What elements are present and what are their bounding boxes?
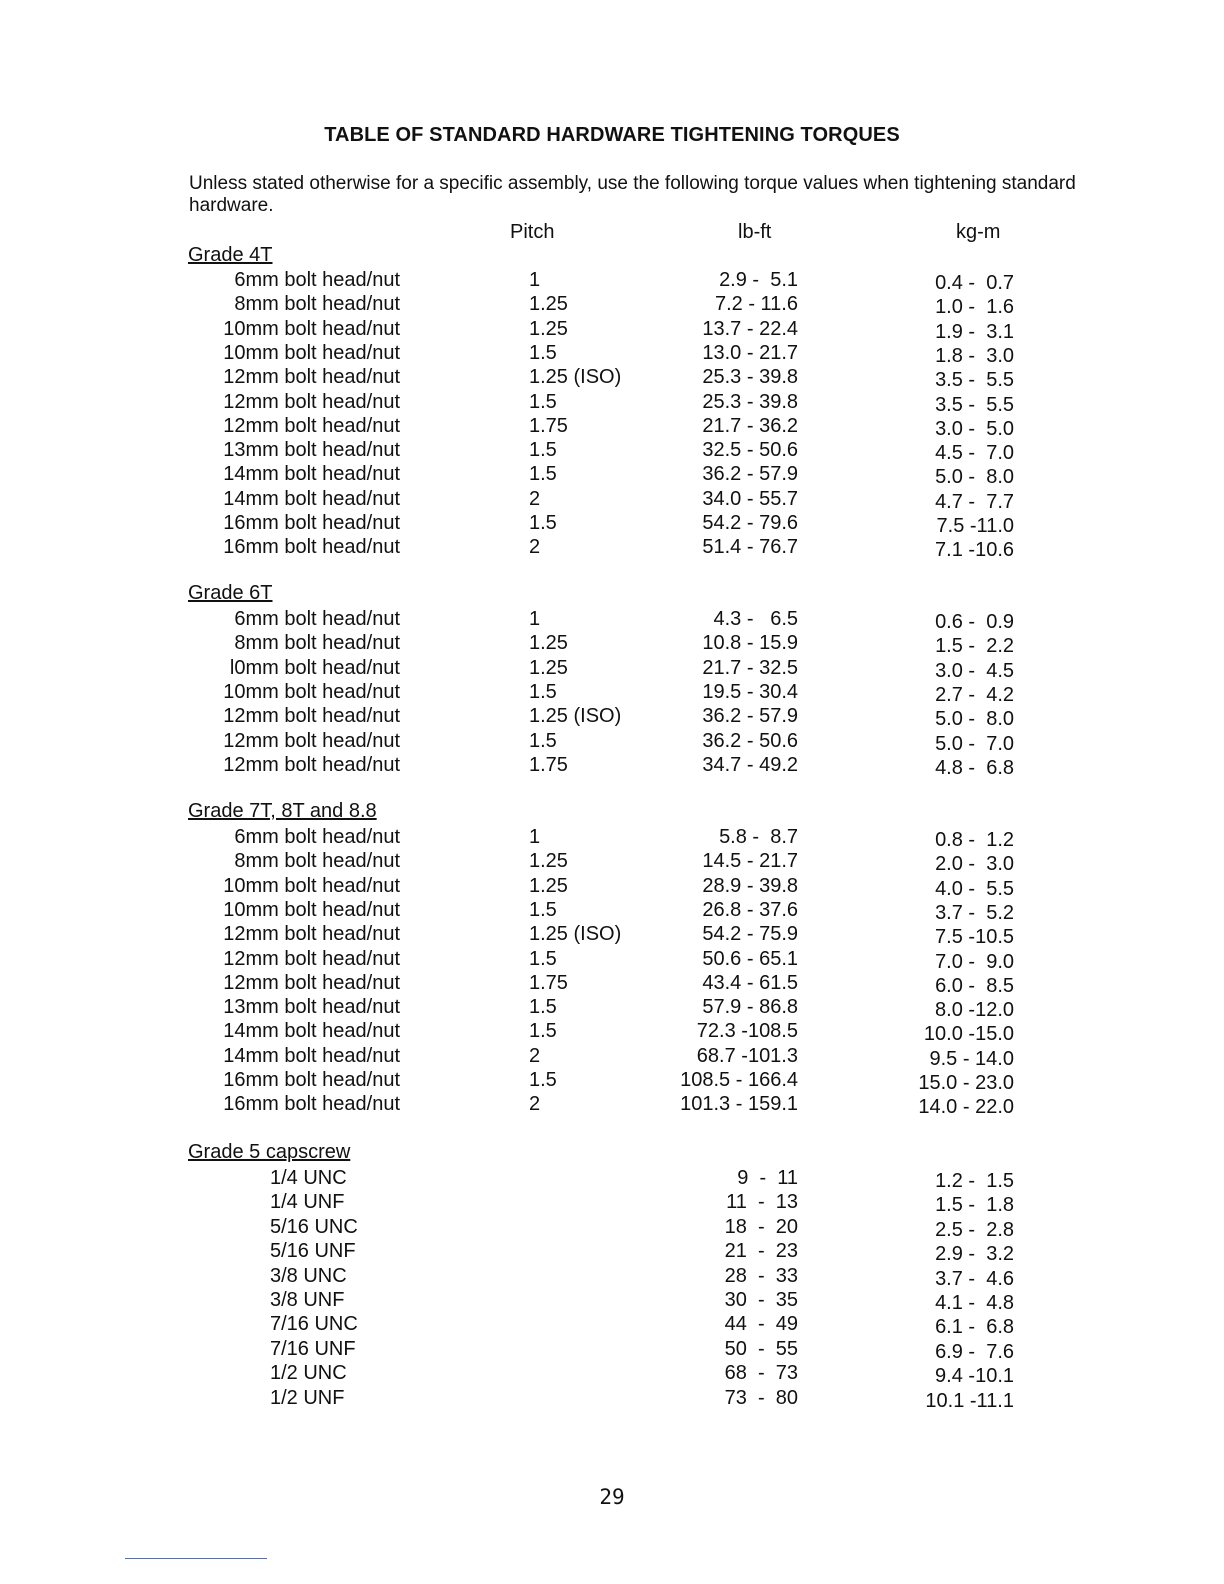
kgm-range: 3.5 - 5.5 (935, 393, 1014, 416)
pitch-value: 1.5 (529, 996, 557, 1019)
fastener-size: 16mm bolt head/nut (223, 536, 400, 559)
column-header-lbft: lb-ft (738, 221, 772, 243)
pitch-value: 1.75 (529, 414, 568, 437)
table-row (0, 825, 1224, 849)
lbft-range: 28.9 - 39.8 (702, 874, 798, 897)
kgm-range: 1.0 - 1.6 (935, 296, 1014, 319)
lbft-range: 4.3 - 6.5 (713, 608, 798, 630)
kgm-range: 7.0 - 9.0 (935, 950, 1014, 973)
lbft-range: 25.3 - 39.8 (702, 390, 798, 413)
pitch-value: 1.5 (529, 947, 557, 970)
lbft-range: 13.0 - 21.7 (702, 341, 798, 364)
lbft-range: 32.5 - 50.6 (702, 439, 798, 462)
table-row (0, 1312, 1224, 1339)
lbft-range: 9 - 11 (737, 1167, 798, 1189)
table-row (0, 292, 1224, 319)
kgm-range: 1.2 - 1.5 (935, 1170, 1014, 1192)
kgm-range: 5.0 - 7.0 (935, 732, 1014, 755)
kgm-range: 6.0 - 8.5 (935, 974, 1014, 997)
lbft-range: 11 - 13 (726, 1191, 798, 1214)
kgm-range: 4.8 - 6.8 (935, 756, 1014, 779)
table-row (0, 656, 1224, 680)
table-row (0, 1239, 1224, 1266)
lbft-range: 10.8 - 15.9 (702, 632, 798, 655)
lbft-range: 68.7 -101.3 (696, 1044, 798, 1067)
pitch-value: 1 (529, 608, 541, 630)
kgm-range: 4.0 - 5.5 (935, 877, 1014, 900)
lbft-range: 72.3 -108.5 (696, 1020, 798, 1043)
pitch-value: 1.25 (529, 317, 568, 340)
fastener-size: 12mm bolt head/nut (223, 390, 400, 413)
lbft-range: 50 - 55 (724, 1337, 798, 1360)
table-row (0, 317, 1224, 341)
kgm-range: 10.0 -15.0 (923, 1023, 1014, 1046)
lbft-range: 51.4 - 76.7 (702, 536, 798, 559)
kgm-range: 3.0 - 4.5 (935, 659, 1014, 682)
pitch-value: 1 (529, 269, 541, 291)
grade-heading: Grade 6T (188, 582, 273, 604)
pitch-value: 1.5 (529, 512, 557, 534)
lbft-range: 44 - 49 (724, 1313, 798, 1336)
fastener-size: 16mm bolt head/nut (223, 512, 400, 534)
lbft-range: 108.5 - 166.4 (680, 1069, 798, 1091)
kgm-range: 1.5 - 1.8 (935, 1194, 1014, 1217)
grade-heading: Grade 5 capscrew (188, 1141, 351, 1163)
column-header-kgm: kg-m (956, 221, 1001, 243)
grade-heading: Grade 4T (188, 244, 273, 266)
lbft-range: 13.7 - 22.4 (702, 317, 798, 340)
fastener-size: 1/2 UNF (270, 1386, 345, 1409)
fastener-size: 3/8 UNF (270, 1289, 345, 1311)
table-row (0, 971, 1224, 995)
table-row (0, 365, 1224, 392)
table-row (0, 631, 1224, 658)
table-row (0, 1337, 1224, 1361)
kgm-range: 15.0 - 23.0 (918, 1072, 1014, 1094)
kgm-range: 2.7 - 4.2 (935, 683, 1014, 706)
fastener-size: 8mm bolt head/nut (234, 293, 400, 316)
pitch-value: 1.75 (529, 971, 568, 994)
pitch-value: 1.25 (529, 874, 568, 897)
pitch-value: 2 (529, 487, 541, 510)
fastener-size: 10mm bolt head/nut (223, 680, 400, 703)
lbft-range: 68 - 73 (724, 1362, 798, 1385)
table-row (0, 462, 1224, 489)
fastener-size: 1/4 UNC (270, 1167, 347, 1189)
table-row (0, 1019, 1224, 1046)
table-row (0, 1215, 1224, 1239)
table-row (0, 704, 1224, 731)
kgm-range: 2.5 - 2.8 (935, 1218, 1014, 1241)
fastener-size: l0mm bolt head/nut (229, 656, 400, 679)
page-title: TABLE OF STANDARD HARDWARE TIGHTENING TORQUES (324, 124, 900, 146)
pitch-value: 1.25 (ISO) (529, 366, 622, 389)
lbft-range: 5.8 - 8.7 (719, 826, 798, 848)
table-row (0, 995, 1224, 1022)
table-row (0, 1044, 1224, 1068)
pitch-value: 1.5 (529, 680, 557, 703)
table-row (0, 1092, 1224, 1119)
table-row (0, 1288, 1224, 1312)
table-row (0, 1068, 1224, 1092)
lbft-range: 57.9 - 86.8 (702, 996, 798, 1019)
lbft-range: 34.0 - 55.7 (702, 487, 798, 510)
table-row (0, 753, 1224, 777)
table-row (0, 487, 1224, 511)
pitch-value: 2 (529, 536, 541, 559)
fastener-size: 3/8 UNC (270, 1264, 347, 1287)
pitch-value: 2 (529, 1093, 541, 1116)
footer-rule (125, 1558, 267, 1559)
fastener-size: 16mm bolt head/nut (223, 1069, 400, 1091)
lbft-range: 18 - 20 (724, 1215, 798, 1238)
fastener-size: 12mm bolt head/nut (223, 753, 400, 776)
fastener-size: 14mm bolt head/nut (223, 1044, 400, 1067)
kgm-range: 3.7 - 5.2 (935, 901, 1014, 924)
kgm-range: 7.5 -10.5 (935, 926, 1014, 949)
pitch-value: 1.25 (529, 850, 568, 873)
fastener-size: 16mm bolt head/nut (223, 1093, 400, 1116)
page-number: 29 (599, 1485, 625, 1509)
pitch-value: 1.5 (529, 439, 557, 462)
kgm-range: 5.0 - 8.0 (935, 466, 1014, 489)
table-row (0, 1264, 1224, 1288)
kgm-range: 2.9 - 3.2 (935, 1243, 1014, 1266)
lbft-range: 54.2 - 79.6 (702, 512, 798, 534)
kgm-range: 6.9 - 7.6 (935, 1340, 1014, 1363)
fastener-size: 5/16 UNF (270, 1240, 356, 1263)
fastener-size: 12mm bolt head/nut (223, 971, 400, 994)
lbft-range: 50.6 - 65.1 (702, 947, 798, 970)
lbft-range: 73 - 80 (724, 1386, 798, 1409)
kgm-range: 4.5 - 7.0 (935, 442, 1014, 465)
fastener-size: 10mm bolt head/nut (223, 341, 400, 364)
table-row (0, 1361, 1224, 1388)
lbft-range: 21.7 - 32.5 (702, 656, 798, 679)
fastener-size: 12mm bolt head/nut (223, 729, 400, 752)
fastener-size: 12mm bolt head/nut (223, 947, 400, 970)
lbft-range: 54.2 - 75.9 (702, 923, 798, 946)
kgm-range: 4.7 - 7.7 (935, 490, 1014, 513)
kgm-range: 1.9 - 3.1 (935, 320, 1014, 343)
table-row (0, 511, 1224, 535)
pitch-value: 1.25 (529, 632, 568, 655)
kgm-range: 0.4 - 0.7 (935, 272, 1014, 294)
kgm-range: 14.0 - 22.0 (918, 1096, 1014, 1119)
table-row (0, 607, 1224, 631)
table-row (0, 390, 1224, 414)
fastener-size: 12mm bolt head/nut (223, 923, 400, 946)
fastener-size: 10mm bolt head/nut (223, 898, 400, 921)
kgm-range: 1.8 - 3.0 (935, 344, 1014, 367)
fastener-size: 12mm bolt head/nut (223, 366, 400, 389)
pitch-value: 1.5 (529, 341, 557, 364)
fastener-size: 14mm bolt head/nut (223, 487, 400, 510)
table-row (0, 414, 1224, 438)
fastener-size: 14mm bolt head/nut (223, 463, 400, 486)
fastener-size: 10mm bolt head/nut (223, 874, 400, 897)
pitch-value: 1.5 (529, 1069, 557, 1091)
fastener-size: 1/2 UNC (270, 1362, 347, 1385)
pitch-value: 2 (529, 1044, 541, 1067)
kgm-range: 6.1 - 6.8 (935, 1316, 1014, 1339)
lbft-range: 36.2 - 57.9 (702, 463, 798, 486)
pitch-value: 1.5 (529, 729, 557, 752)
kgm-range: 3.5 - 5.5 (935, 369, 1014, 392)
fastener-size: 6mm bolt head/nut (234, 269, 400, 291)
fastener-size: 7/16 UNC (270, 1313, 358, 1336)
fastener-size: 10mm bolt head/nut (223, 317, 400, 340)
pitch-value: 1.25 (ISO) (529, 705, 622, 728)
fastener-size: 7/16 UNF (270, 1337, 356, 1360)
intro-paragraph: Unless stated otherwise for a specific assembly, use the following torque values when tightening standard hardware. (189, 173, 1076, 216)
fastener-size: 6mm bolt head/nut (234, 826, 400, 848)
table-row (0, 535, 1224, 562)
pitch-value: 1.25 (529, 293, 568, 316)
table-row (0, 1190, 1224, 1217)
table-row (0, 922, 1224, 949)
table-row (0, 268, 1224, 292)
table-row (0, 849, 1224, 876)
kgm-range: 2.0 - 3.0 (935, 853, 1014, 876)
fastener-size: 14mm bolt head/nut (223, 1020, 400, 1043)
lbft-range: 2.9 - 5.1 (719, 269, 798, 291)
pitch-value: 1.5 (529, 390, 557, 413)
fastener-size: 12mm bolt head/nut (223, 705, 400, 728)
kgm-range: 4.1 - 4.8 (935, 1292, 1014, 1314)
kgm-range: 3.0 - 5.0 (935, 417, 1014, 440)
table-row (0, 438, 1224, 465)
lbft-range: 34.7 - 49.2 (702, 753, 798, 776)
table-row (0, 680, 1224, 704)
grade-heading: Grade 7T, 8T and 8.8 (188, 800, 377, 822)
fastener-size: 6mm bolt head/nut (234, 608, 400, 630)
kgm-range: 8.0 -12.0 (935, 999, 1014, 1022)
table-row (0, 729, 1224, 753)
fastener-size: 5/16 UNC (270, 1215, 358, 1238)
fastener-size: 13mm bolt head/nut (223, 996, 400, 1019)
lbft-range: 101.3 - 159.1 (680, 1093, 798, 1116)
table-row (0, 1166, 1224, 1190)
column-header-pitch: Pitch (510, 221, 555, 243)
lbft-range: 21 - 23 (724, 1240, 798, 1263)
lbft-range: 21.7 - 36.2 (702, 414, 798, 437)
kgm-range: 0.8 - 1.2 (935, 829, 1014, 851)
lbft-range: 30 - 35 (724, 1289, 798, 1311)
lbft-range: 7.2 - 11.6 (714, 293, 798, 316)
fastener-size: 1/4 UNF (270, 1191, 345, 1214)
pitch-value: 1.5 (529, 1020, 557, 1043)
lbft-range: 43.4 - 61.5 (702, 971, 798, 994)
lbft-range: 36.2 - 50.6 (702, 729, 798, 752)
kgm-range: 3.7 - 4.6 (935, 1267, 1014, 1290)
kgm-range: 7.1 -10.6 (935, 539, 1014, 562)
table-row (0, 1386, 1224, 1410)
kgm-range: 10.1 -11.1 (925, 1389, 1014, 1412)
pitch-value: 1 (529, 826, 541, 848)
lbft-range: 25.3 - 39.8 (702, 366, 798, 389)
pitch-value: 1.25 (ISO) (529, 923, 622, 946)
table-row (0, 341, 1224, 365)
kgm-range: 9.5 - 14.0 (929, 1047, 1014, 1070)
table-row (0, 874, 1224, 898)
lbft-range: 19.5 - 30.4 (702, 680, 798, 703)
kgm-range: 1.5 - 2.2 (935, 635, 1014, 658)
kgm-range: 0.6 - 0.9 (935, 611, 1014, 633)
lbft-range: 28 - 33 (724, 1264, 798, 1287)
pitch-value: 1.25 (529, 656, 568, 679)
pitch-value: 1.5 (529, 898, 557, 921)
fastener-size: 8mm bolt head/nut (234, 632, 400, 655)
lbft-range: 26.8 - 37.6 (702, 898, 798, 921)
fastener-size: 12mm bolt head/nut (223, 414, 400, 437)
fastener-size: 8mm bolt head/nut (234, 850, 400, 873)
table-row (0, 947, 1224, 971)
table-row (0, 898, 1224, 922)
kgm-range: 9.4 -10.1 (935, 1365, 1014, 1388)
fastener-size: 13mm bolt head/nut (223, 439, 400, 462)
pitch-value: 1.75 (529, 753, 568, 776)
lbft-range: 14.5 - 21.7 (702, 850, 798, 873)
pitch-value: 1.5 (529, 463, 557, 486)
kgm-range: 5.0 - 8.0 (935, 708, 1014, 731)
kgm-range: 7.5 -11.0 (936, 515, 1014, 537)
lbft-range: 36.2 - 57.9 (702, 705, 798, 728)
